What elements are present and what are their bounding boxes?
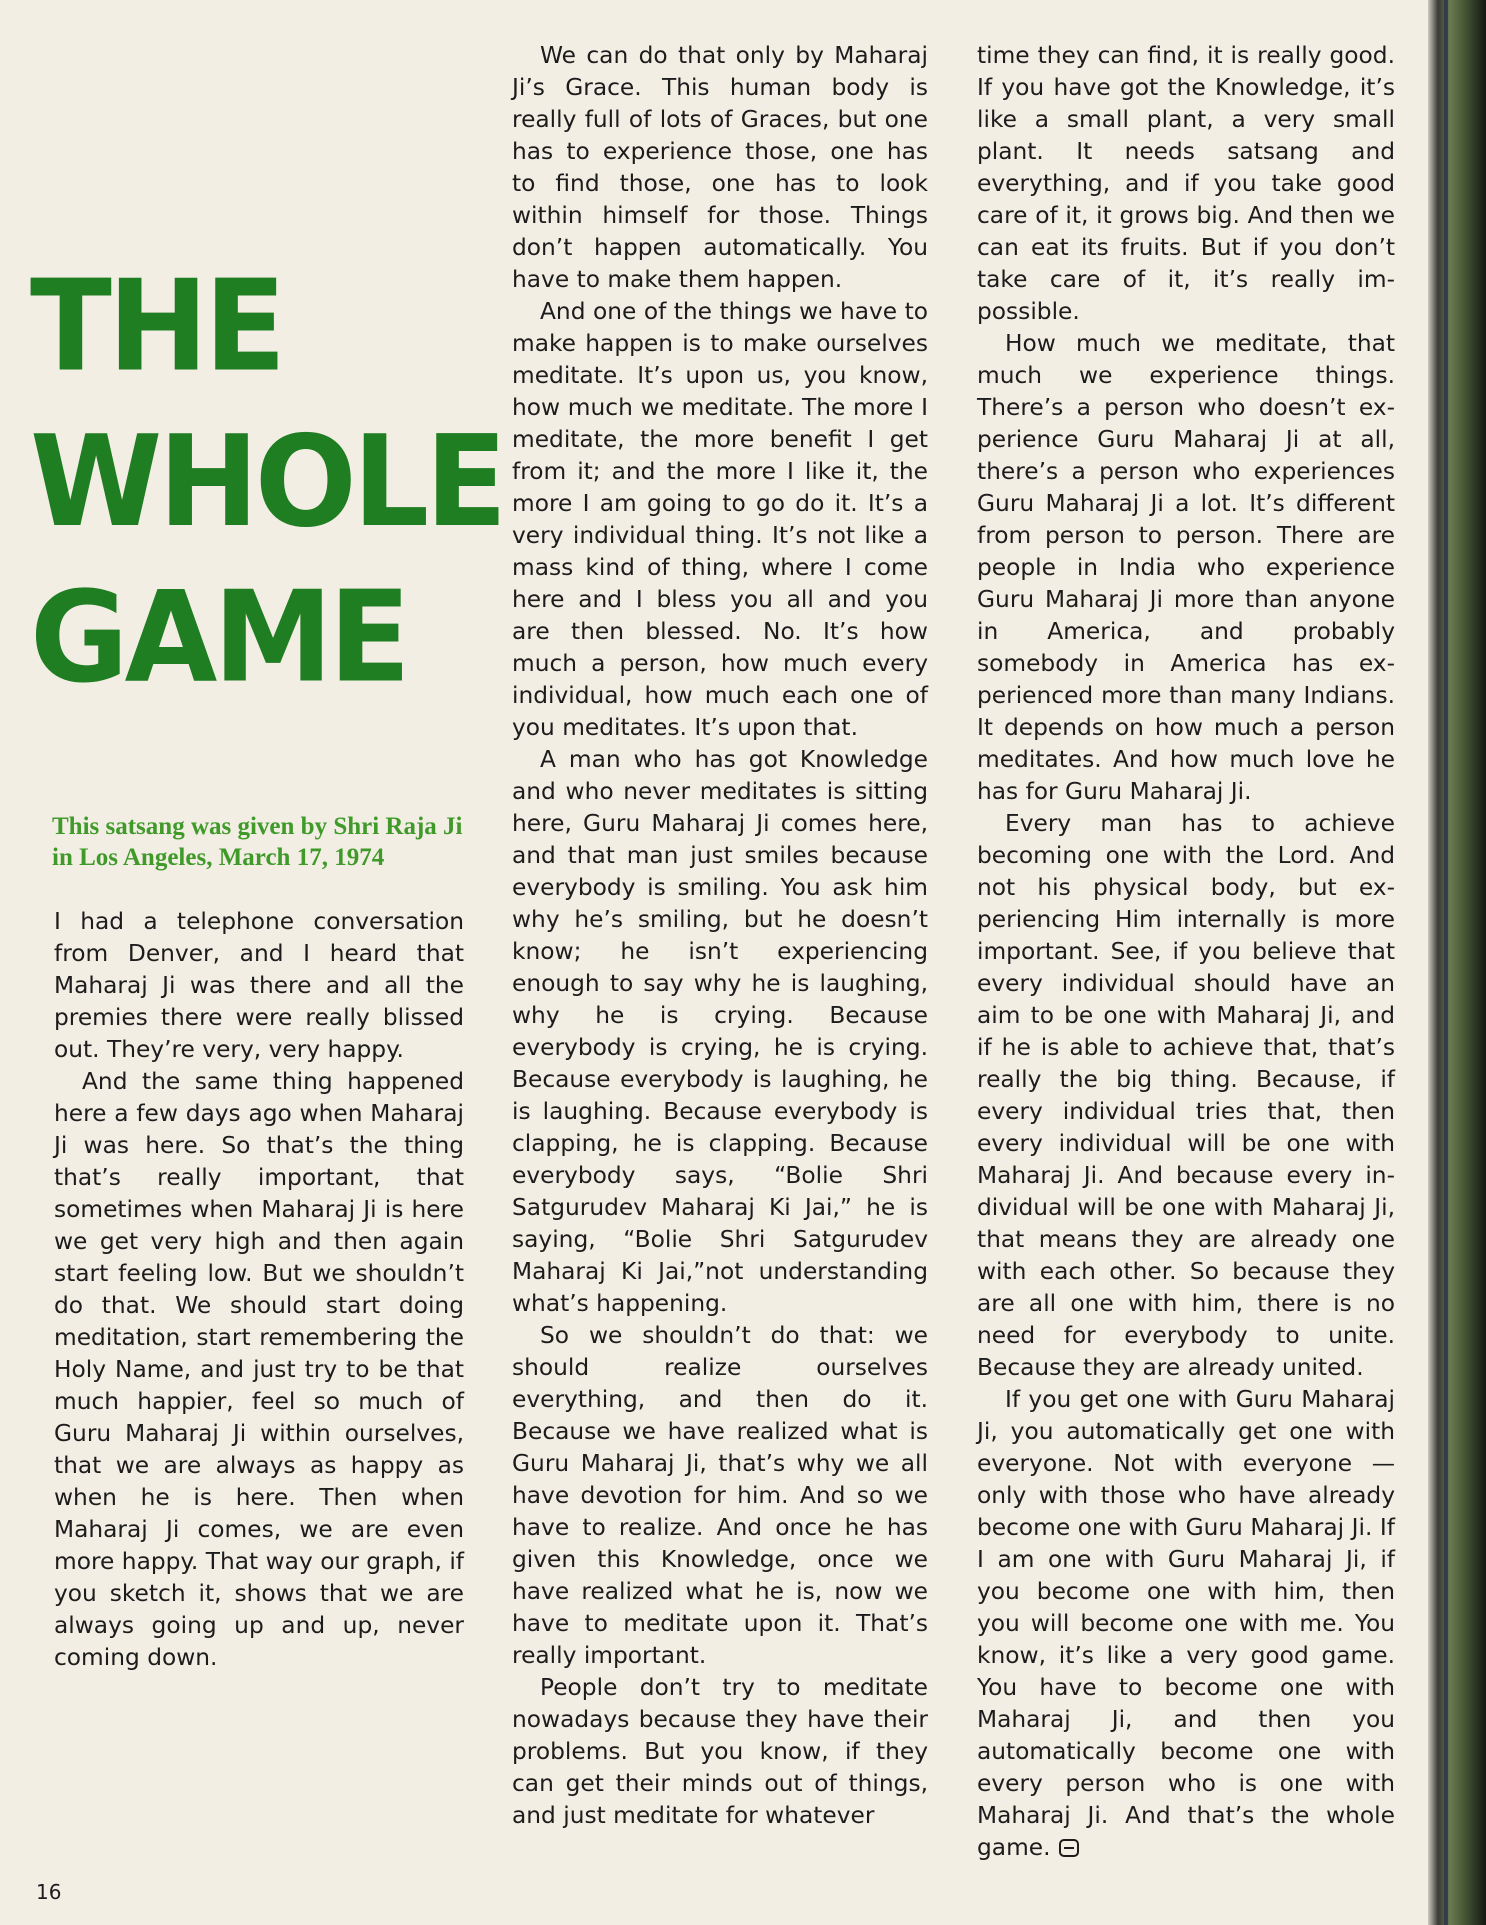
text-column-3 — [977, 40, 1395, 1864]
paragraph: Every man has to achieve becoming one with the Lord. And not his physical body, but experiencing Him internally is more important. See, if you believe that every individual should have an aim to be one with Maharaj Ji, and if he is able to achieve that, that’s really the big thing. Because, if every individual tries that, then every individual will be one with Maharaj Ji. And because every individual will be one with Maharaj Ji, that means they are already one with each other. So because they are all one with him, there is no need for everybody to unite. Because they are already united. — [977, 810, 1395, 1381]
paragraph: time they can find, it is really good. If you have got the Knowledge, it’s like a small plant, a very small plant. It needs satsang and everything, and if you take good care of it, it grows big. And then we can eat its fruits. But if you don’t take care of it, it’s really impossible. — [977, 42, 1395, 325]
end-mark-icon — [1059, 1839, 1079, 1857]
paragraph: I had a telephone conversation from Denver, and I heard that Maharaj Ji was there and all the premies there were really blissed out. They’re very, very happy. — [54, 908, 464, 1063]
paragraph: We can do that only by Maharaj Ji’s Grace. This human body is really full of lots of Graces, but one has to experience those, one has to find those, one has to look within himself for those. Things don’t happen automatically. You have to make them happen. — [512, 42, 928, 293]
text-column-2 — [512, 40, 928, 1832]
title-line-1: THE — [30, 254, 283, 401]
binding-rule — [1444, 0, 1448, 1925]
paragraph: A man who has got Knowledge and who never meditates is sitting here, Guru Maharaj Ji comes here, and that man just smiles because everybody is smiling. You ask him why he’s smiling, but he doesn’t know; he isn’t experiencing enough to say why he is laughing, why he is crying. Because everybody is crying, he is crying. Because everybody is laughing, he is laughing. Because everybody is clapping, he is clapping. Because everybody says, “Bolie Shri Satgurudev Maharaj Ki Jai,” he is saying, “Bolie Shri Satgurudev Maharaj Ki Jai,”not understanding what’s happening. — [512, 746, 928, 1317]
paragraph: And one of the things we have to make happen is to make ourselves meditate. It’s upon us, you know, how much we meditate. The more I meditate, the more benefit I get from it; and the more I like it, the more I am going to go do it. It’s a very individual thing. It’s not like a mass kind of thing, where I come here and I bless you all and you are then blessed. No. It’s how much a person, how much every individual, how much each one of you meditates. It’s upon that. — [512, 298, 928, 741]
page-number: 16 — [36, 1880, 62, 1904]
title-line-3: GAME — [30, 565, 407, 711]
paragraph: People don’t try to meditate nowadays because they have their problems. But you know, if they can get their minds out of things, and just meditate for whatever — [512, 1674, 928, 1829]
text-column-1 — [54, 906, 464, 1674]
page-gutter — [1428, 0, 1486, 1925]
paragraph: And the same thing happened here a few days ago when Maharaj Ji was here. So that’s the thing that’s really important, that sometimes when Maharaj Ji is here we get very high and then again start feeling low. But we shouldn’t do that. We should start doing meditation, start remembering the Holy Name, and just try to be that much happier, feel so much of Guru Maharaj Ji within ourselves, that we are always as happy as when he is here. Then when Maharaj Ji comes, we are even more happy. That way our graph, if you sketch it, shows that we are always going up and up, never coming down. — [54, 1068, 464, 1671]
paragraph: So we shouldn’t do that: we should realize ourselves everything, and then do it. Because we have realized what is Guru Maharaj Ji, that’s why we all have devotion for him. And so we have to realize. And once he has given this Knowledge, once we have realized what he is, now we have to meditate upon it. That’s really important. — [512, 1322, 928, 1669]
title-line-2: WHOLE — [30, 409, 504, 556]
paragraph-last — [977, 1384, 1395, 1864]
paragraph: How much we meditate, that much we experience things. There’s a person who doesn’t experience Guru Maharaj Ji at all, there’s a person who experiences Guru Maharaj Ji a lot. It’s different from person to person. There are people in India who experience Guru Maharaj Ji more than anyone in America, and probably somebody in America has experienced more than many Indians. It depends on how much a person meditates. And how much love he has for Guru Maharaj Ji. — [977, 330, 1395, 805]
paragraph-text: If you get one with Guru Maharaj Ji, you automatically get one with everyone. Not with everyone — only with those who have already become one with Guru Maharaj Ji. If I am one with Guru Maharaj Ji, if you become one with him, then you will become one with me. You know, it’s like a very good game. You have to become one with Maharaj Ji, and then you automatically become one with every person who is one with Maharaj Ji. And that’s the whole game. — [977, 1386, 1395, 1861]
article-title — [30, 250, 505, 716]
article-credit: This satsang was given by Shri Raja Ji in Los Angeles, March 17, 1974 — [52, 813, 463, 871]
